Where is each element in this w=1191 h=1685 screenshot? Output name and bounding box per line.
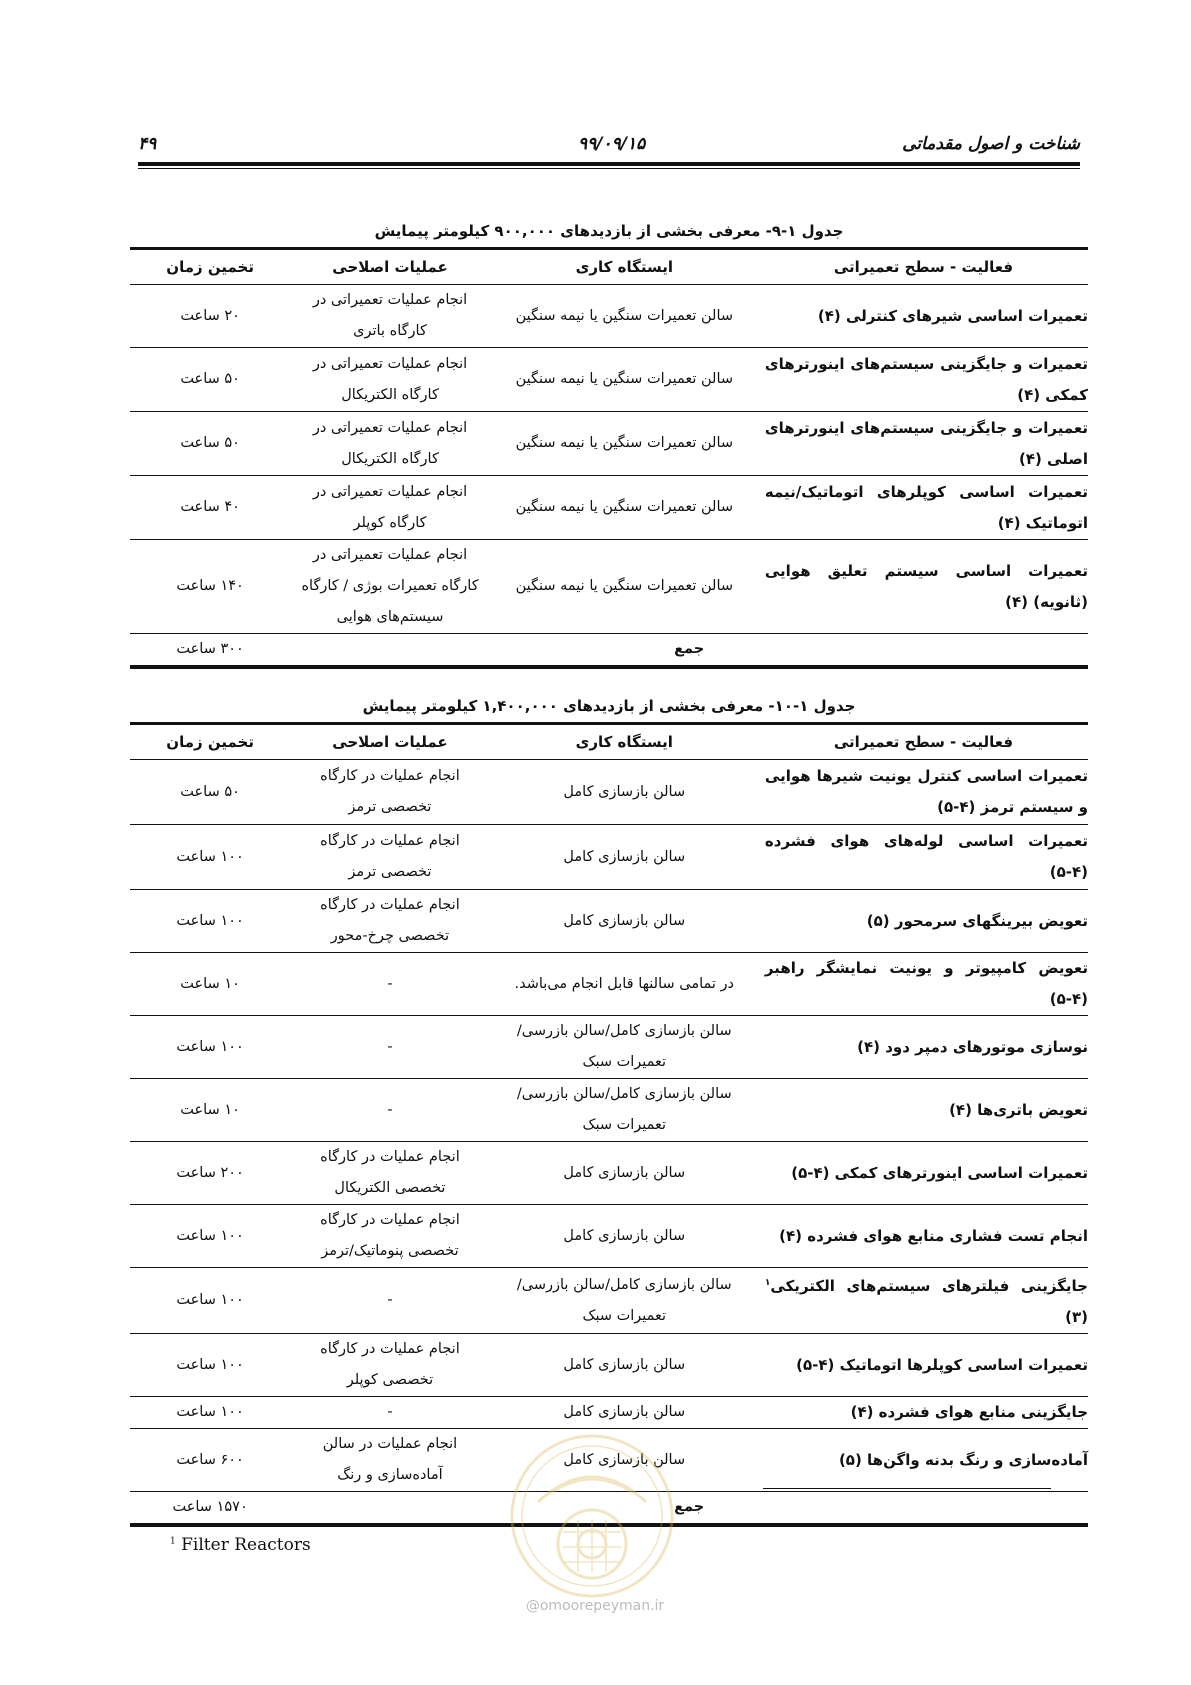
corrective-cell: - <box>290 1079 489 1142</box>
col-corrective-header: عملیات اصلاحی <box>290 249 490 285</box>
corrective-cell: انجام عملیات تعمیراتی در کارگاه کوپلر <box>290 476 490 540</box>
station-cell: سالن تعمیرات سنگین یا نیمه سنگین <box>490 285 759 348</box>
col-time-header: تخمین زمان <box>130 249 290 285</box>
time-cell: ۱۰۰ ساعت <box>130 1268 290 1334</box>
table-row <box>130 1397 1088 1429</box>
footnote <box>170 1535 311 1555</box>
table1 <box>130 247 1088 669</box>
station-cell: سالن بازسازی کامل <box>490 890 759 953</box>
activity-cell: آماده‌سازی و رنگ بدنه واگن‌ها (۵) <box>759 1429 1088 1492</box>
footnote-number: 1 <box>170 1536 176 1547</box>
col-activity-header: فعالیت - سطح تعمیراتی <box>759 724 1088 760</box>
time-cell: ۱۰ ساعت <box>130 1079 290 1142</box>
activity-level: (۳) <box>1065 1308 1088 1326</box>
station-cell: سالن بازسازی کامل/سالن بازرسی/تعمیرات سبک <box>490 1016 759 1079</box>
time-cell: ۱۰۰ ساعت <box>130 1016 290 1079</box>
time-cell: ۵۰ ساعت <box>130 760 290 825</box>
station-cell: سالن تعمیرات سنگین یا نیمه سنگین <box>490 476 759 540</box>
time-cell: ۴۰ ساعت <box>130 476 290 540</box>
omoorepeyman-seal-logo-icon <box>508 1432 676 1600</box>
col-corrective-header: عملیات اصلاحی <box>290 724 489 760</box>
activity-cell: تعمیرات اساسی کوپلرهای اتوماتیک/نیمه اتوماتیک (۴) <box>759 476 1088 540</box>
activity-cell: نوسازی موتورهای دمپر دود (۴) <box>759 1016 1088 1079</box>
time-cell: ۲۰ ساعت <box>130 285 290 348</box>
table1-caption: جدول ۱-۹- معرفی بخشی از بازدیدهای ۹۰۰,۰۰۰ کیلومتر پیمایش <box>374 222 844 240</box>
corrective-cell: - <box>290 1397 489 1429</box>
page-number: ۴۹ <box>138 134 157 154</box>
page-header <box>138 128 1080 162</box>
time-cell: ۱۴۰ ساعت <box>130 540 290 634</box>
corrective-cell: انجام عملیات تعمیراتی در کارگاه تعمیرات بوژی / کارگاه سیستم‌های هوایی <box>290 540 490 634</box>
header-rule-thin <box>138 168 1080 169</box>
activity-cell: تعویض کامپیوتر و یونیت نمایشگر راهبر (۴-۵) <box>759 953 1088 1016</box>
activity-cell: تعمیرات اساسی کنترل یونیت شیرها هوایی و سیستم ترمز (۴-۵) <box>759 760 1088 825</box>
footnote-rule <box>763 1488 1051 1489</box>
corrective-cell: - <box>290 1016 489 1079</box>
col-station-header: ایستگاه کاری <box>490 724 759 760</box>
time-cell: ۱۰۰ ساعت <box>130 825 290 890</box>
table1-header-row <box>130 249 1088 285</box>
footnote-text: Filter Reactors <box>175 1535 311 1555</box>
activity-cell: تعمیرات اساسی شیرهای کنترلی (۴) <box>759 285 1088 348</box>
total-label: جمع <box>290 634 1088 668</box>
time-cell: ۱۰۰ ساعت <box>130 890 290 953</box>
time-cell: ۱۰۰ ساعت <box>130 1334 290 1397</box>
table-row <box>130 1079 1088 1142</box>
table-row <box>130 348 1088 412</box>
activity-cell: تعمیرات اساسی کوپلرها اتوماتیک (۴-۵) <box>759 1334 1088 1397</box>
time-cell: ۶۰۰ ساعت <box>130 1429 290 1492</box>
station-cell: سالن بازسازی کامل <box>490 760 759 825</box>
table-row <box>130 540 1088 634</box>
corrective-cell: انجام عملیات تعمیراتی در کارگاه الکتریکال <box>290 412 490 476</box>
table1-total-row <box>130 634 1088 668</box>
running-title: شناخت و اصول مقدماتی <box>902 134 1080 154</box>
table2-caption: جدول ۱-۱۰- معرفی بخشی از بازدیدهای ۱,۴۰۰,۰۰۰ کیلومتر پیمایش <box>362 697 856 715</box>
col-activity-header: فعالیت - سطح تعمیراتی <box>759 249 1088 285</box>
table-row <box>130 1334 1088 1397</box>
time-cell: ۱۰۰ ساعت <box>130 1205 290 1268</box>
station-cell: سالن بازسازی کامل <box>490 1205 759 1268</box>
table-row <box>130 760 1088 825</box>
corrective-cell: انجام عملیات در کارگاه تخصصی کوپلر <box>290 1334 489 1397</box>
table-row <box>130 1268 1088 1334</box>
corrective-cell: انجام عملیات در سالن آماده‌سازی و رنگ <box>290 1429 489 1492</box>
table-row <box>130 476 1088 540</box>
corrective-cell: انجام عملیات در کارگاه تخصصی ترمز <box>290 825 489 890</box>
corrective-cell: انجام عملیات در کارگاه تخصصی پنوماتیک/ترمز <box>290 1205 489 1268</box>
table-row <box>130 1205 1088 1268</box>
station-cell: در تمامی سالنها قابل انجام می‌باشد. <box>490 953 759 1016</box>
activity-cell: جایگزینی منابع هوای فشرده (۴) <box>759 1397 1088 1429</box>
total-time: ۳۰۰ ساعت <box>130 634 290 668</box>
header-rule-thick <box>138 162 1080 166</box>
table-row <box>130 1142 1088 1205</box>
table-row <box>130 825 1088 890</box>
footnote-mark: ۱ <box>764 1278 771 1288</box>
activity-cell: تعمیرات و جایگزینی سیستم‌های اینورترهای اصلی (۴) <box>759 412 1088 476</box>
col-time-header: تخمین زمان <box>130 724 290 760</box>
total-time: ۱۵۷۰ ساعت <box>130 1492 290 1526</box>
table-row <box>130 953 1088 1016</box>
time-cell: ۵۰ ساعت <box>130 348 290 412</box>
station-cell: سالن بازسازی کامل <box>490 1334 759 1397</box>
table-row <box>130 285 1088 348</box>
activity-text: جایگزینی فیلترهای سیستم‌های الکتریکی <box>770 1277 1088 1295</box>
corrective-cell: - <box>290 1268 489 1334</box>
station-cell: سالن تعمیرات سنگین یا نیمه سنگین <box>490 412 759 476</box>
table2 <box>130 722 1088 1527</box>
corrective-cell: انجام عملیات در کارگاه تخصصی الکتریکال <box>290 1142 489 1205</box>
table-row <box>130 1016 1088 1079</box>
activity-cell: تعویض باتری‌ها (۴) <box>759 1079 1088 1142</box>
station-cell: سالن بازسازی کامل/سالن بازرسی/تعمیرات سبک <box>490 1079 759 1142</box>
activity-cell: تعویض بیرینگهای سرمحور (۵) <box>759 890 1088 953</box>
corrective-cell: انجام عملیات در کارگاه تخصصی چرخ-محور <box>290 890 489 953</box>
station-cell: سالن بازسازی کامل/سالن بازرسی/تعمیرات سبک <box>490 1268 759 1334</box>
table-row <box>130 412 1088 476</box>
corrective-cell: انجام عملیات تعمیراتی در کارگاه الکتریکال <box>290 348 490 412</box>
activity-cell: تعمیرات اساسی لوله‌های هوای فشرده (۴-۵) <box>759 825 1088 890</box>
activity-cell <box>759 1268 1088 1334</box>
corrective-cell: انجام عملیات در کارگاه تخصصی ترمز <box>290 760 489 825</box>
table-row <box>130 890 1088 953</box>
station-cell: سالن بازسازی کامل <box>490 1397 759 1429</box>
station-cell: سالن تعمیرات سنگین یا نیمه سنگین <box>490 348 759 412</box>
station-cell: سالن بازسازی کامل <box>490 1142 759 1205</box>
corrective-cell: انجام عملیات تعمیراتی در کارگاه باتری <box>290 285 490 348</box>
station-cell: سالن تعمیرات سنگین یا نیمه سنگین <box>490 540 759 634</box>
corrective-cell: - <box>290 953 489 1016</box>
time-cell: ۲۰۰ ساعت <box>130 1142 290 1205</box>
station-cell: سالن بازسازی کامل <box>490 825 759 890</box>
time-cell: ۵۰ ساعت <box>130 412 290 476</box>
watermark-url: @omoorepeyman.ir <box>525 1598 665 1614</box>
header-date: ۹۹/۰۹/۱۵ <box>578 134 646 154</box>
station-cell: سالن بازسازی کامل <box>490 1429 759 1492</box>
col-station-header: ایستگاه کاری <box>490 249 759 285</box>
activity-cell: تعمیرات اساسی اینورترهای کمکی (۴-۵) <box>759 1142 1088 1205</box>
time-cell: ۱۰۰ ساعت <box>130 1397 290 1429</box>
total-label: جمع <box>290 1492 1088 1526</box>
table2-header-row <box>130 724 1088 760</box>
activity-cell: انجام تست فشاری منابع هوای فشرده (۴) <box>759 1205 1088 1268</box>
activity-cell: تعمیرات و جایگزینی سیستم‌های اینورترهای کمکی (۴) <box>759 348 1088 412</box>
time-cell: ۱۰ ساعت <box>130 953 290 1016</box>
activity-cell: تعمیرات اساسی سیستم تعلیق هوایی (ثانویه) (۴) <box>759 540 1088 634</box>
